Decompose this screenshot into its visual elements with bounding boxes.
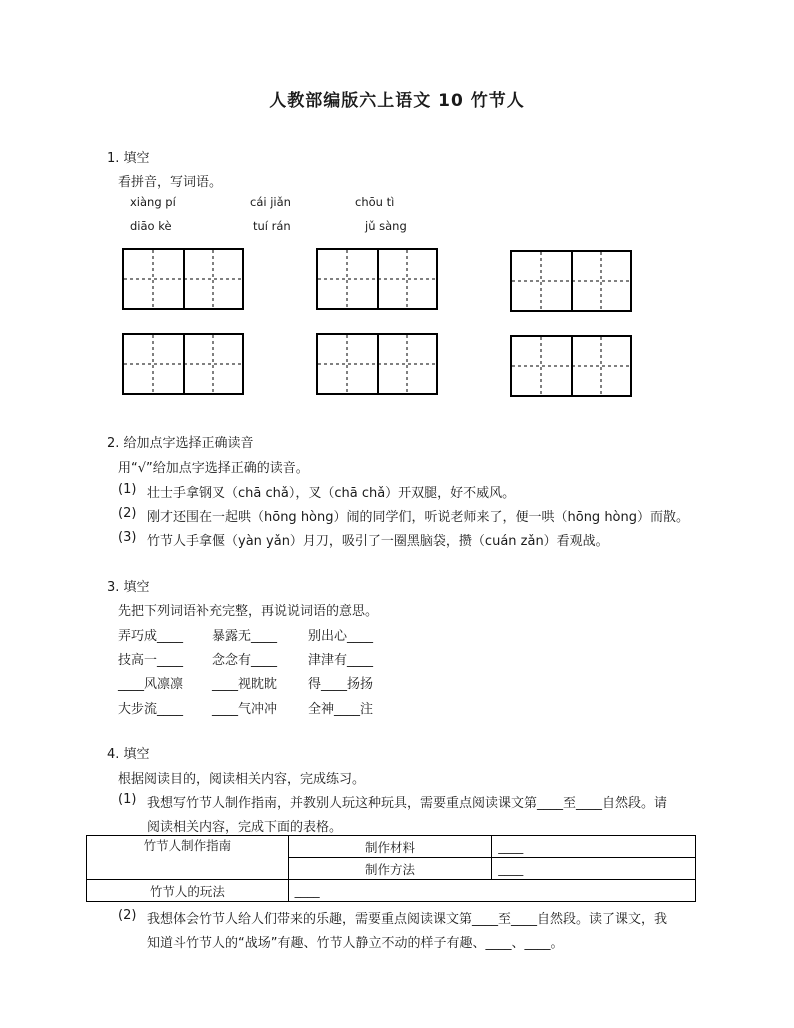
writing-grid[interactable] (122, 248, 244, 310)
q2-instruction: 用“√”给加点字选择正确的读音。 (118, 461, 309, 476)
idiom-blank[interactable]: 大步流____ (118, 702, 184, 717)
q2-item-text: 壮士手拿钢叉（chā chǎ），叉（chā chǎ）开双腿，好不威风。 (147, 486, 516, 501)
idiom-blank[interactable]: 技高一____ (118, 653, 184, 668)
idiom-blank[interactable]: ____风凛凛 (118, 677, 184, 692)
table-cell-play: 竹节人的玩法 (87, 880, 289, 902)
q2-item-text: 刚才还围在一起哄（hōng hòng）闹的同学们，听说老师来了，便一哄（hōng hòng）而散。 (147, 510, 690, 525)
q4-item2-text-cont: 知道斗竹节人的“战场”有趣、竹节人静立不动的样子有趣、____、____。 (147, 936, 564, 951)
q4-item-number: (1) (118, 792, 137, 807)
page-title: 人教部编版六上语文 10 竹节人 (269, 91, 525, 111)
writing-grid[interactable] (316, 333, 438, 395)
idiom-blank[interactable]: 念念有____ (212, 653, 278, 668)
table-cell-materials: 制作材料 (288, 836, 492, 858)
idiom-blank[interactable]: 津津有____ (308, 653, 374, 668)
pinyin-xiangpi: xiàng pí (130, 195, 176, 209)
q4-item2-text: 我想体会竹节人给人们带来的乐趣，需要重点阅读课文第____至____自然段。读了课文，我 (147, 912, 668, 927)
pinyin-chouti: chōu tì (355, 195, 395, 209)
guide-table (86, 835, 696, 902)
writing-grid[interactable] (510, 250, 632, 312)
q4-heading: 4. 填空 (107, 747, 150, 762)
idiom-blank[interactable]: ____气冲冲 (212, 702, 278, 717)
table-cell-method: 制作方法 (288, 858, 492, 880)
method-answer-blank[interactable]: ____ (492, 858, 696, 880)
idiom-blank[interactable]: 得____扬扬 (308, 677, 374, 692)
q1-instruction: 看拼音，写词语。 (118, 175, 223, 190)
pinyin-tuiran: tuí rán (253, 219, 291, 233)
materials-answer-blank[interactable]: ____ (492, 836, 696, 858)
idiom-blank[interactable]: 暴露无____ (212, 629, 278, 644)
pinyin-diaoke: diāo kè (130, 219, 172, 233)
idiom-blank[interactable]: ____视眈眈 (212, 677, 278, 692)
pinyin-caijian: cái jiǎn (250, 195, 291, 209)
q3-heading: 3. 填空 (107, 580, 150, 595)
writing-grid[interactable] (510, 335, 632, 397)
q4-item1-text-cont: 阅读相关内容，完成下面的表格。 (147, 820, 343, 835)
writing-grid[interactable] (122, 333, 244, 395)
q1-heading: 1. 填空 (107, 151, 150, 166)
table-cell-guide: 竹节人制作指南 (87, 836, 289, 880)
idiom-blank[interactable]: 弄巧成____ (118, 629, 184, 644)
pinyin-jusang: jǔ sàng (365, 219, 407, 233)
play-answer-blank[interactable]: ____ (288, 880, 695, 902)
q2-heading: 2. 给加点字选择正确读音 (107, 436, 254, 451)
q2-item-number: (1) (118, 482, 137, 497)
idiom-blank[interactable]: 全神____注 (308, 702, 374, 717)
q4-instruction: 根据阅读目的，阅读相关内容，完成练习。 (118, 772, 366, 787)
q2-item-number: (2) (118, 506, 137, 521)
q2-item-text: 竹节人手拿偃（yàn yǎn）月刀，吸引了一圈黑脑袋，攒（cuán zǎn）看观战。 (147, 534, 609, 549)
idiom-blank[interactable]: 别出心____ (308, 629, 374, 644)
q4-item-number: (2) (118, 908, 137, 923)
q2-item-number: (3) (118, 530, 137, 545)
writing-grid[interactable] (316, 248, 438, 310)
q4-item1-text: 我想写竹节人制作指南，并教别人玩这种玩具，需要重点阅读课文第____至____自然段。请 (147, 796, 668, 811)
q3-instruction: 先把下列词语补充完整，再说说词语的意思。 (118, 604, 379, 619)
